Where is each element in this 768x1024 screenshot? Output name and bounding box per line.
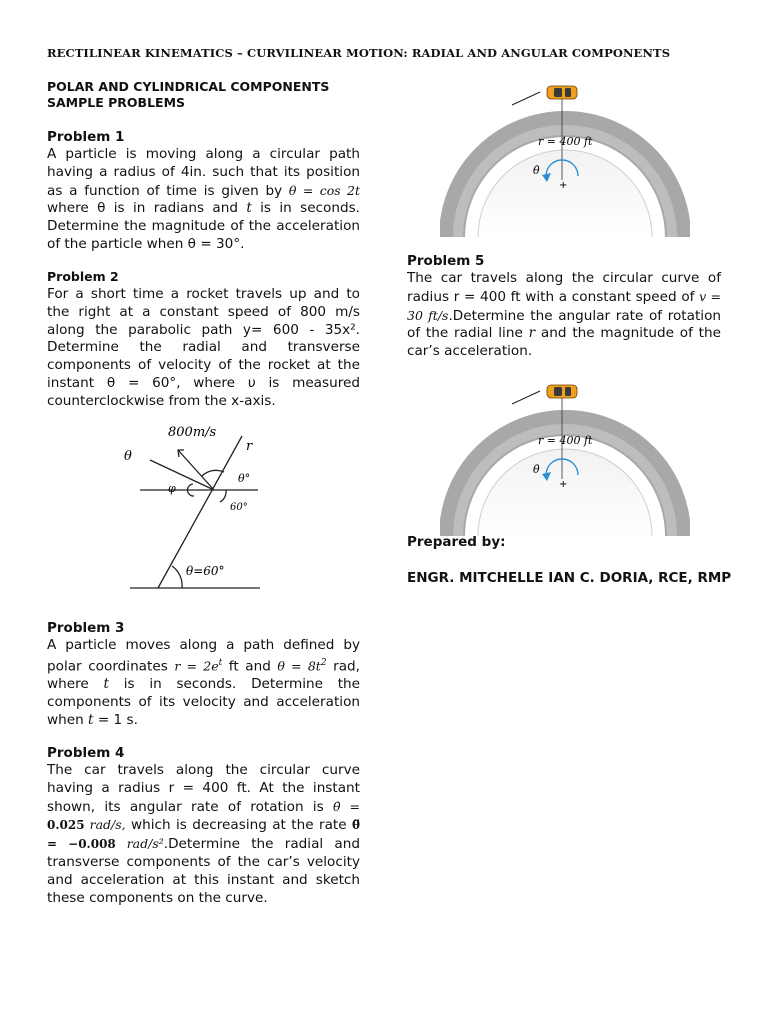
p4-unit-1: rad/s, [84, 817, 126, 833]
car-curve-figure-2 [440, 371, 690, 536]
document-header: RECTILINEAR KINEMATICS – CURVILINEAR MOTION: RADIAL AND ANGULAR COMPONENTS [47, 46, 671, 60]
problem-3-text [47, 637, 360, 730]
p1-math: θ = cos 2t [288, 182, 360, 198]
radius-label: r = 400 ft [538, 135, 593, 148]
transverse-direction-line [150, 460, 214, 490]
p3-text-c: rad, where [47, 658, 360, 693]
p1-var-t: t [246, 200, 252, 217]
problem-1-title: Problem 1 [47, 129, 125, 145]
theta-dot-label: θ̇ [533, 164, 540, 177]
problem-2 [47, 268, 360, 411]
problem-4-title: Problem 4 [47, 745, 125, 761]
problem-5-text [407, 270, 721, 361]
problem-5 [407, 252, 721, 361]
p3-text-e: = 1 s. [93, 711, 138, 728]
p5-text-b: .Determine the angular rate of rotation of the radial line [407, 307, 722, 342]
p3-math-theta: θ = 8t [277, 658, 321, 674]
author-name: ENGR. MITCHELLE IAN C. DORIA, RCE, RMP [407, 570, 732, 586]
rocket-path-figure [110, 420, 270, 595]
p5-text-c: and the magnitude of the car’s acceleration. [407, 325, 721, 360]
p3-var-t: t [103, 676, 109, 693]
p3-math-r: r = 2e [174, 658, 219, 674]
subtitle-line-2: SAMPLE PROBLEMS [47, 95, 186, 110]
problem-3 [47, 619, 360, 730]
plus-sign: + [559, 479, 568, 490]
document-subtitle [47, 79, 329, 111]
problem-5-title: Problem 5 [407, 253, 485, 269]
p4-math-value: 0.025 [47, 818, 85, 833]
radius-label: r = 400 ft [538, 434, 593, 447]
p4-text-b: which is decreasing at the rate [125, 817, 352, 834]
p5-text-a: The car travels along the circular curve of radius r = 400 ft with a constant speed of [407, 270, 721, 305]
p4-text-a: The car travels along the circular curve having a radius r = 400 ft. At the instant shown, its angular rate of rotation is [47, 762, 360, 815]
p4-math-thetadot: θ̇ = [333, 798, 360, 814]
inner-field [478, 150, 652, 237]
prepared-by-label: Prepared by: [407, 534, 506, 550]
p1-text-a: A particle is moving along a circular path having a radius of 4in. such that its position as a function of time is given by [47, 146, 360, 199]
problem-2-text: For a short time a rocket travels up and to the right at a constant speed of 800 m/s along the parabolic path y= 600 - 35x². Determine the radial and transverse components of velocity of the rocket at the instant θ = 60°, where υ is measured counterclockwise from the x-axis. [47, 286, 360, 409]
problem-1 [47, 128, 360, 254]
p4-unit-2: rad/s² [115, 836, 164, 852]
p3-var-t2: t [88, 711, 94, 728]
problem-4-text [47, 762, 360, 907]
p3-math-theta-exp: 2 [320, 657, 327, 668]
problem-3-title: Problem 3 [47, 620, 125, 636]
phi-label: φ [168, 482, 176, 495]
subtitle-line-1: POLAR AND CYLINDRICAL COMPONENTS [47, 79, 330, 94]
car-icon [547, 86, 577, 99]
speed-label: 800m/s [168, 425, 217, 440]
motion-line [512, 391, 540, 404]
angle-60-label: 60° [230, 502, 248, 513]
inner-field [478, 449, 652, 536]
problem-1-text [47, 146, 360, 254]
p1-text-b: where θ is in radians and [47, 200, 247, 217]
problem-2-title: Problem 2 [47, 269, 119, 284]
p3-text-b: ft and [222, 658, 278, 675]
p4-text-c: .Determine the radial and transverse components of the car’s velocity and acceleration at this instant and sketch these components on the curve. [47, 836, 360, 906]
theta-axis-label: θ [124, 449, 132, 464]
velocity-vector [178, 450, 214, 490]
plus-sign: + [559, 180, 568, 191]
p5-math-v: v = 30 ft/s [407, 288, 721, 323]
motion-line [512, 92, 540, 105]
r-axis-label: r [246, 439, 253, 454]
p3-text-d: is in seconds. Determine the components of its velocity and acceleration when [47, 676, 360, 728]
sixty-arc [220, 490, 226, 502]
p3-math-r-exp: t [218, 657, 223, 668]
theta-dot-label: θ̇ [533, 463, 540, 476]
p1-text-c: is in seconds. Determine the magnitude of the acceleration of the particle when θ = 30°. [47, 200, 360, 252]
theta-arc [172, 566, 182, 588]
p4-math-thetaddot: θ̈ = −0.008 [47, 818, 360, 852]
theta-mark-label: θ° [238, 472, 251, 485]
problem-4 [47, 744, 360, 907]
theta-60-label: θ=60° [186, 564, 225, 578]
car-curve-figure-1 [440, 72, 690, 237]
car-icon [547, 385, 577, 398]
p5-var-r: r [528, 325, 536, 342]
p3-text-a: A particle moves along a path defined by polar coordinates [47, 637, 360, 675]
